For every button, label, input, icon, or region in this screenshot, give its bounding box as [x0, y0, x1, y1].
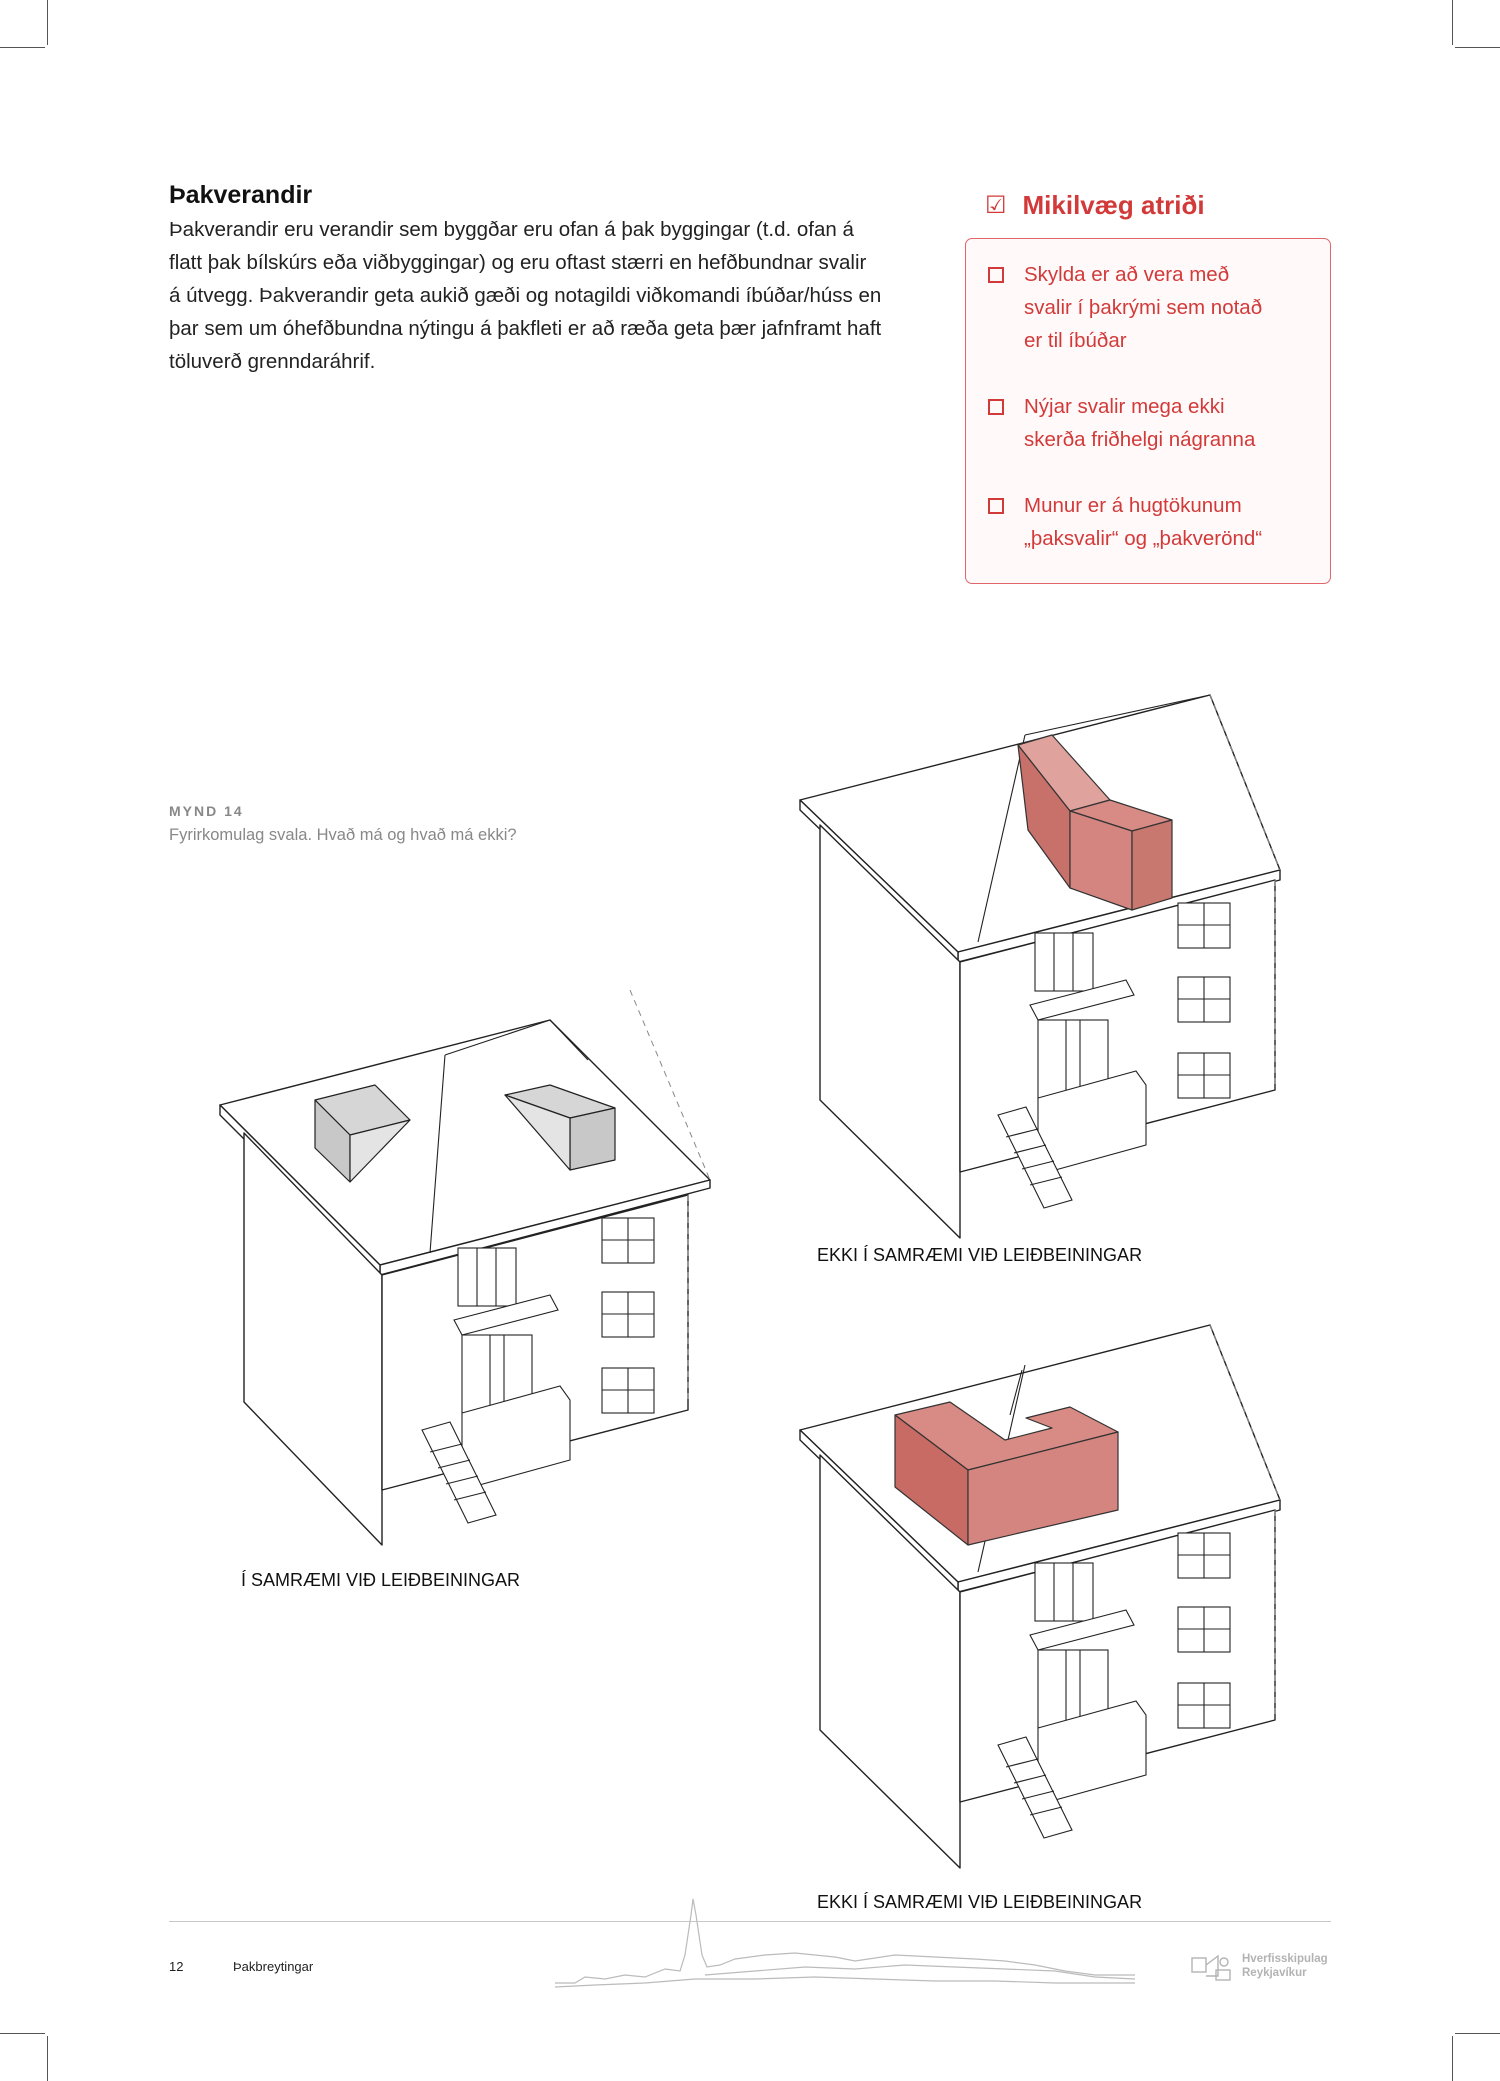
crop-mark [1455, 47, 1500, 48]
key-point-line: er til íbúðar [1024, 329, 1127, 352]
page-number: 12 [169, 1959, 184, 1974]
crop-mark [47, 0, 48, 45]
city-skyline-icon [555, 1895, 1135, 1990]
logo-text [1242, 1952, 1328, 1980]
crop-mark [0, 47, 45, 48]
checkbox-icon [988, 267, 1004, 283]
house-illustration-noncompliant-1 [790, 690, 1290, 1250]
key-point-line: svalir í þakrými sem notað [1024, 296, 1263, 319]
crop-mark [1452, 2036, 1453, 2081]
section-heading: Þakverandir [169, 181, 313, 209]
logo-icon [1190, 1948, 1234, 1984]
key-points-box [965, 238, 1331, 584]
image-caption-compliant: Í SAMRÆMI VIÐ LEIÐBEININGAR [241, 1570, 521, 1590]
checkbox-icon [988, 498, 1004, 514]
logo-line: Reykjavíkur [1242, 1967, 1307, 1979]
checkbox-icon [988, 399, 1004, 415]
key-point-line: Munur er á hugtökunum [1024, 494, 1242, 517]
key-point-item [988, 390, 1318, 456]
house-illustration-noncompliant-2 [790, 1320, 1290, 1880]
intro-line: töluverð grenndaráhrif. [169, 350, 376, 373]
intro-line: Þakverandir eru verandir sem byggðar eru ofan á þak byggingar (t.d. ofan á [169, 218, 854, 241]
crop-mark [1452, 0, 1453, 45]
image-caption-noncompliant-1: EKKI Í SAMRÆMI VIÐ LEIÐBEININGAR [817, 1245, 1143, 1265]
intro-line: flatt þak bílskúrs eða viðbyggingar) og eru oftast stærri en hefðbundnar svalir [169, 251, 867, 274]
figure-caption: Fyrirkomulag svala. Hvað má og hvað má ekki? [169, 826, 517, 844]
key-point-line: Skylda er að vera með [1024, 263, 1230, 286]
key-point-line: skerða friðhelgi nágranna [1024, 428, 1256, 451]
key-points-title: Mikilvæg atriði [1022, 190, 1205, 220]
organization-logo [1190, 1948, 1328, 1984]
key-points-header [985, 190, 1205, 221]
crop-mark [0, 2033, 45, 2034]
intro-paragraph [169, 213, 939, 378]
key-point-item [988, 489, 1318, 555]
logo-line: Hverfisskipulag [1242, 1953, 1328, 1965]
key-point-item [988, 258, 1318, 357]
image-caption-noncompliant-2: EKKI Í SAMRÆMI VIÐ LEIÐBEININGAR [817, 1892, 1143, 1912]
crop-mark [1455, 2033, 1500, 2034]
intro-line: á útvegg. Þakverandir geta aukið gæði og notagildi viðkomandi íbúðar/húss en [169, 284, 882, 307]
intro-line: þar sem um óhefðbundna nýtingu á þakfleti er að ræða geta þær jafnframt haft [169, 317, 882, 340]
figure-label: MYND 14 [169, 803, 244, 819]
house-illustration-compliant [200, 990, 740, 1550]
footer-section-name: Þakbreytingar [233, 1959, 314, 1974]
key-point-line: Nýjar svalir mega ekki [1024, 395, 1225, 418]
key-point-line: „þaksvalir“ og „þakverönd“ [1024, 527, 1263, 550]
crop-mark [47, 2036, 48, 2081]
checked-box-icon: ☑ [985, 191, 1007, 219]
